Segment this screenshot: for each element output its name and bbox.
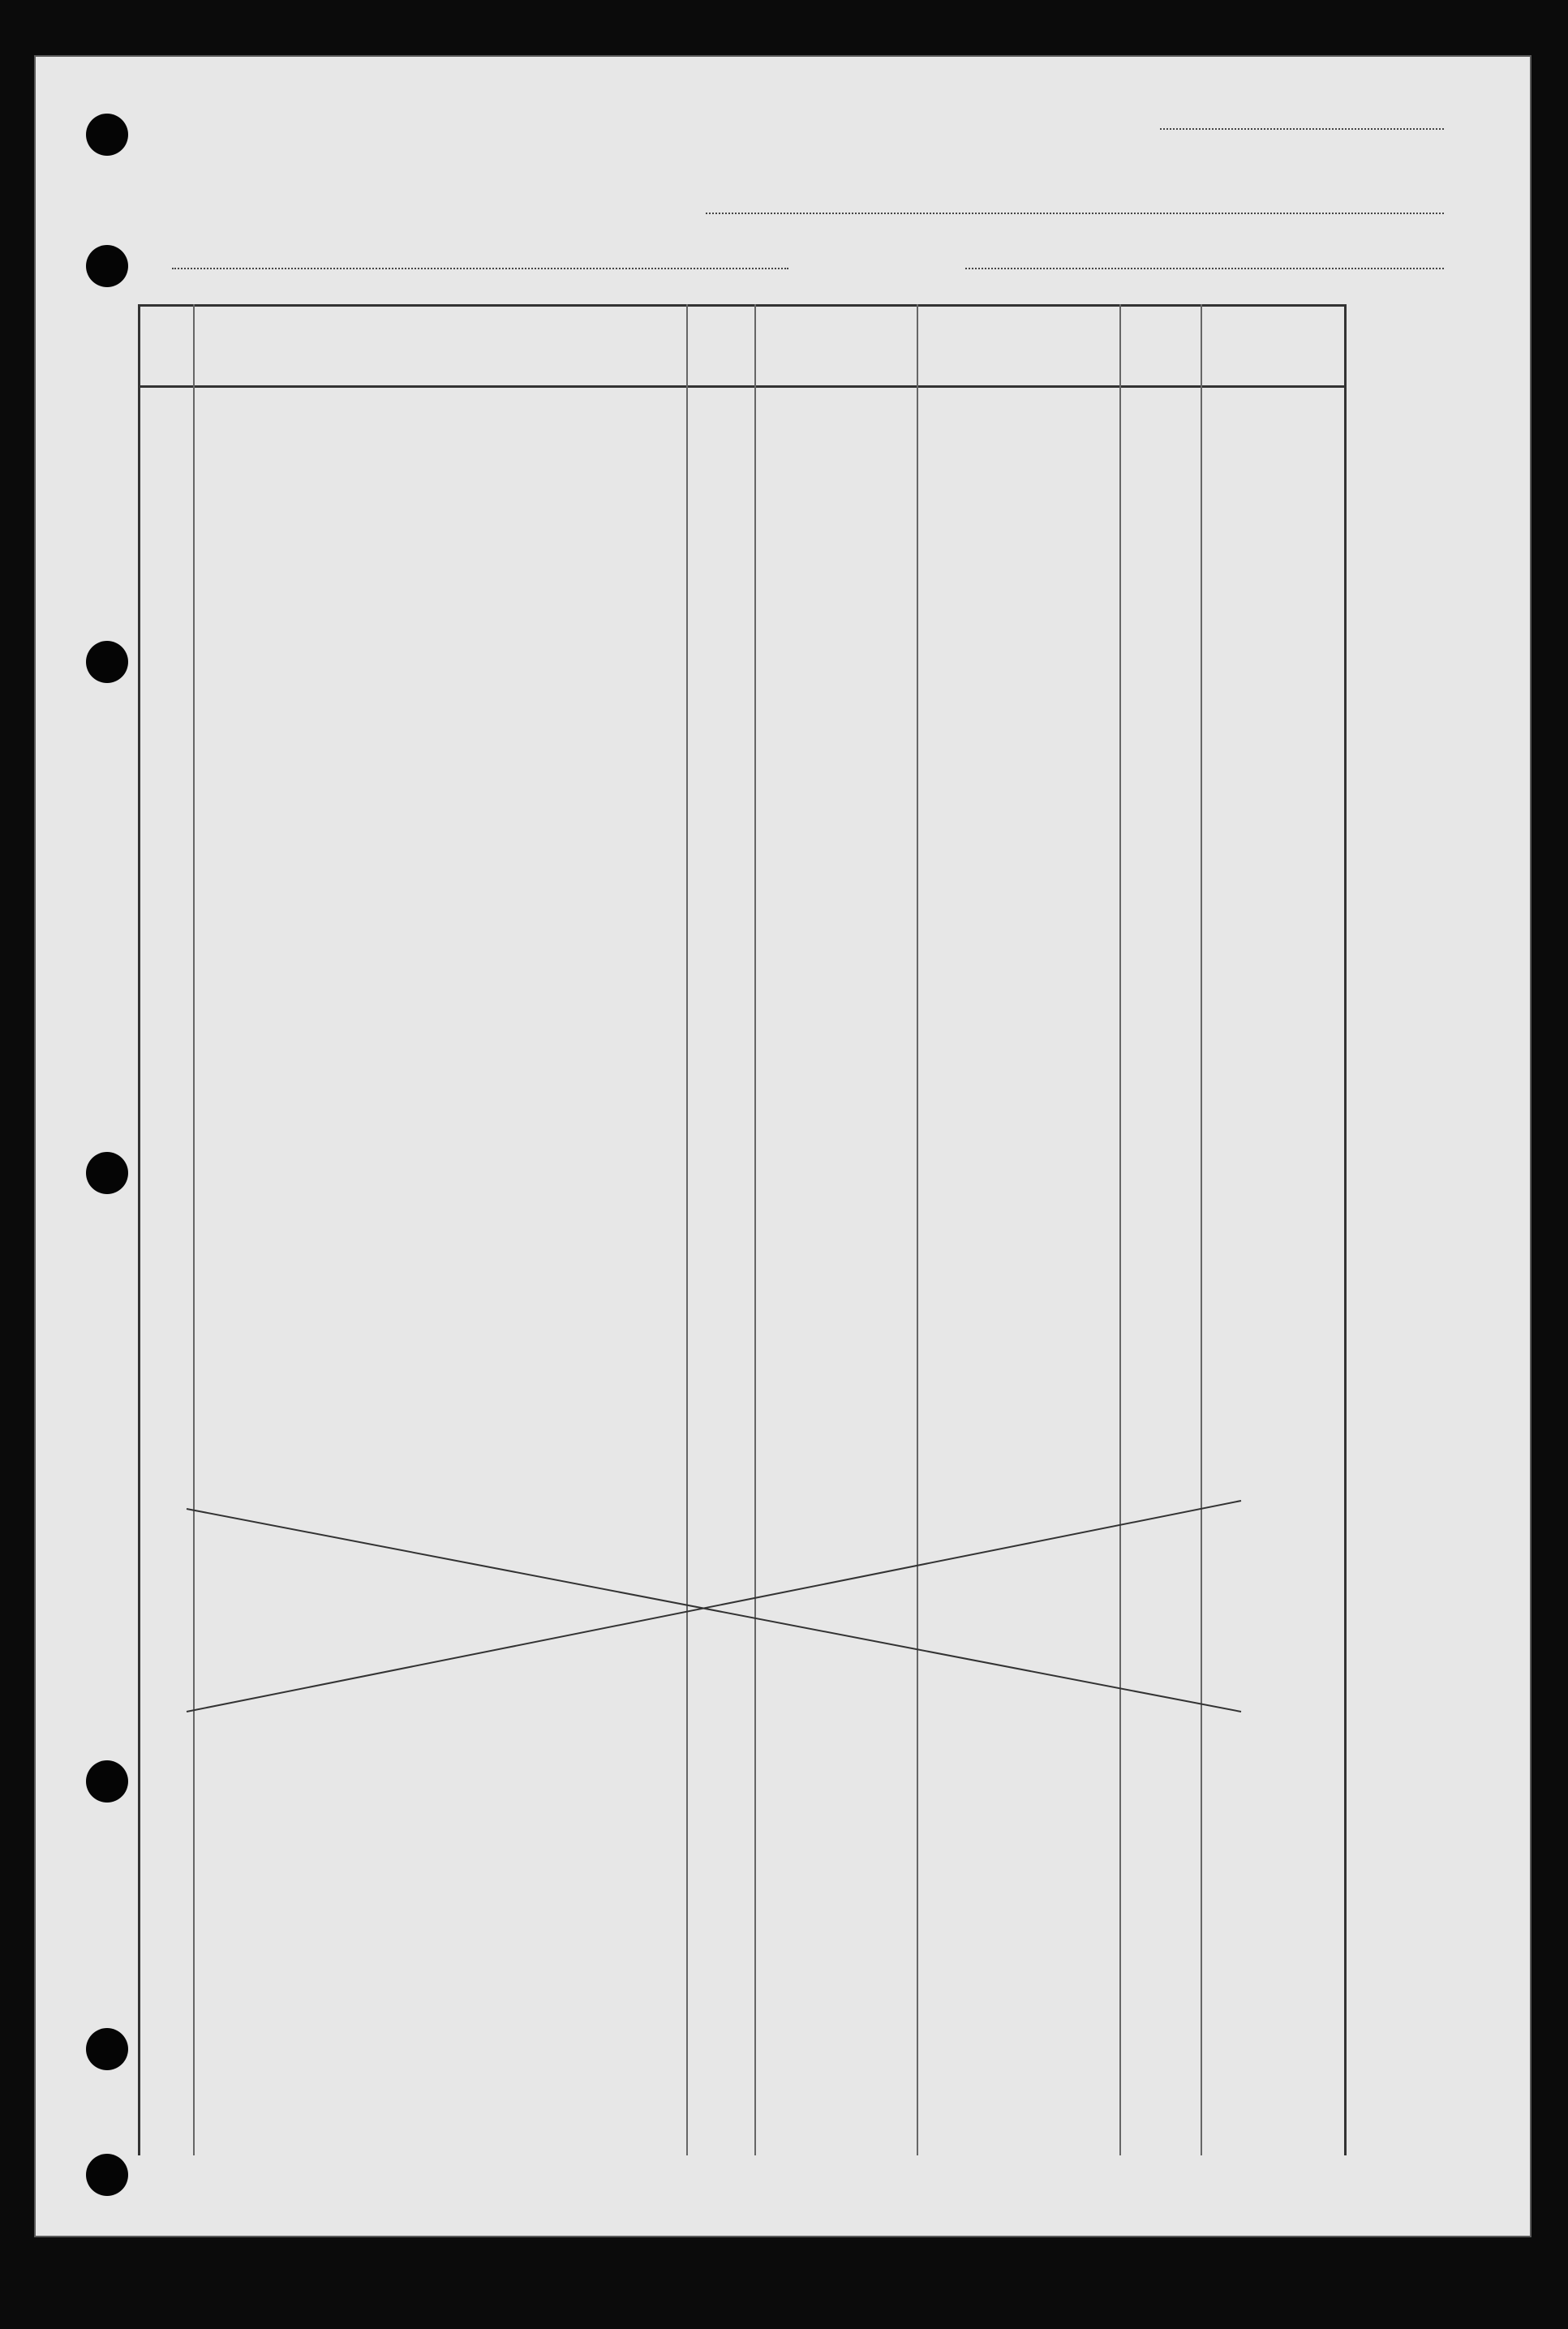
strike-line bbox=[187, 1501, 1241, 1712]
strike-line bbox=[187, 1509, 1241, 1712]
